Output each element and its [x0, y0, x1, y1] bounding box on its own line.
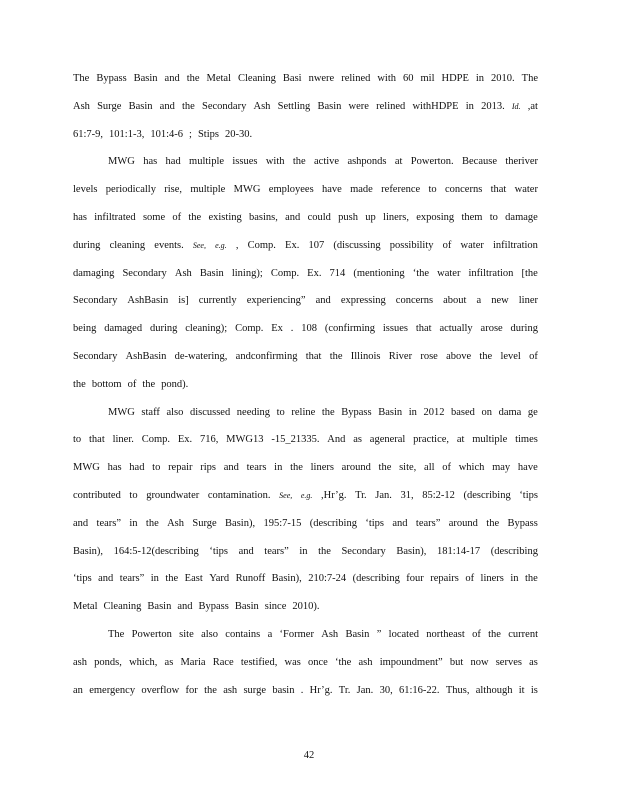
text-line: damaging Secondary Ash Basin lining); Comp. Ex. 714 (mentioning ‘the water infiltration [the — [73, 267, 538, 279]
text-line: ‘tips and tears” in the East Yard Runoff Basin), 210:7-24 (describing four repairs of liners in the — [73, 573, 538, 585]
text-line: 61:7-9, 101:1-3, 101:4-6 ; Stips 20-30. — [73, 128, 253, 140]
text-line: MWG has had multiple issues with the active ashponds at Powerton. Because theriver — [108, 156, 538, 168]
text-line: MWG staff also discussed needing to reline the Bypass Basin in 2012 based on dama ge — [108, 406, 538, 418]
text-line: The Bypass Basin and the Metal Cleaning Basi nwere relined with 60 mil HDPE in 2010. The — [73, 73, 538, 84]
text-line: during cleaning events. See, e.g. , Comp. Ex. 107 (discussing possibility of water infiltration — [73, 239, 538, 251]
page-number: 42 — [303, 750, 315, 761]
text-line: Basin), 164:5-12(describing ‘tips and tears” in the Secondary Basin), 181:14-17 (describing — [73, 545, 538, 557]
text-line: contributed to groundwater contamination. See, e.g. ,Hr’g. Tr. Jan. 31, 85:2-12 (describing ‘tips — [73, 490, 538, 501]
text-line: levels periodically rise, multiple MWG employees have made reference to concerns that water — [73, 184, 538, 196]
text-line: Metal Cleaning Basin and Bypass Basin since 2010). — [73, 601, 320, 613]
text-line: an emergency overflow for the ash surge basin . Hr’g. Tr. Jan. 30, 61:16-22. Thus, although it is — [73, 684, 538, 696]
text-line: Secondary AshBasin is] currently experiencing” and expressing concerns about a new liner — [73, 295, 538, 307]
text-line: the bottom of the pond). — [73, 378, 189, 390]
text-line: being damaged during cleaning); Comp. Ex . 108 (confirming issues that actually arose during — [73, 323, 538, 335]
text-line: and tears” in the Ash Surge Basin), 195:7-15 (describing ‘tips and tears” around the Bypass — [73, 517, 538, 529]
text-line: has infiltrated some of the existing basins, and could push up liners, exposing them to damage — [73, 212, 538, 223]
text-line: ash ponds, which, as Maria Race testified, was once ‘the ash impoundment” but now serves as — [73, 656, 538, 668]
text-line: The Powerton site also contains a ‘Former Ash Basin ” located northeast of the current — [108, 629, 538, 640]
text-line: Ash Surge Basin and the Secondary Ash Settling Basin were relined withHDPE in 2013. Id. ,at — [73, 100, 538, 112]
text-line: MWG has had to repair rips and tears in the liners around the site, all of which may have — [73, 462, 538, 474]
text-line: to that liner. Comp. Ex. 716, MWG13 -15_21335. And as ageneral practice, at multiple times — [73, 434, 538, 446]
text-line: Secondary AshBasin de-watering, andconfirming that the Illinois River rose above the level of — [73, 351, 538, 362]
